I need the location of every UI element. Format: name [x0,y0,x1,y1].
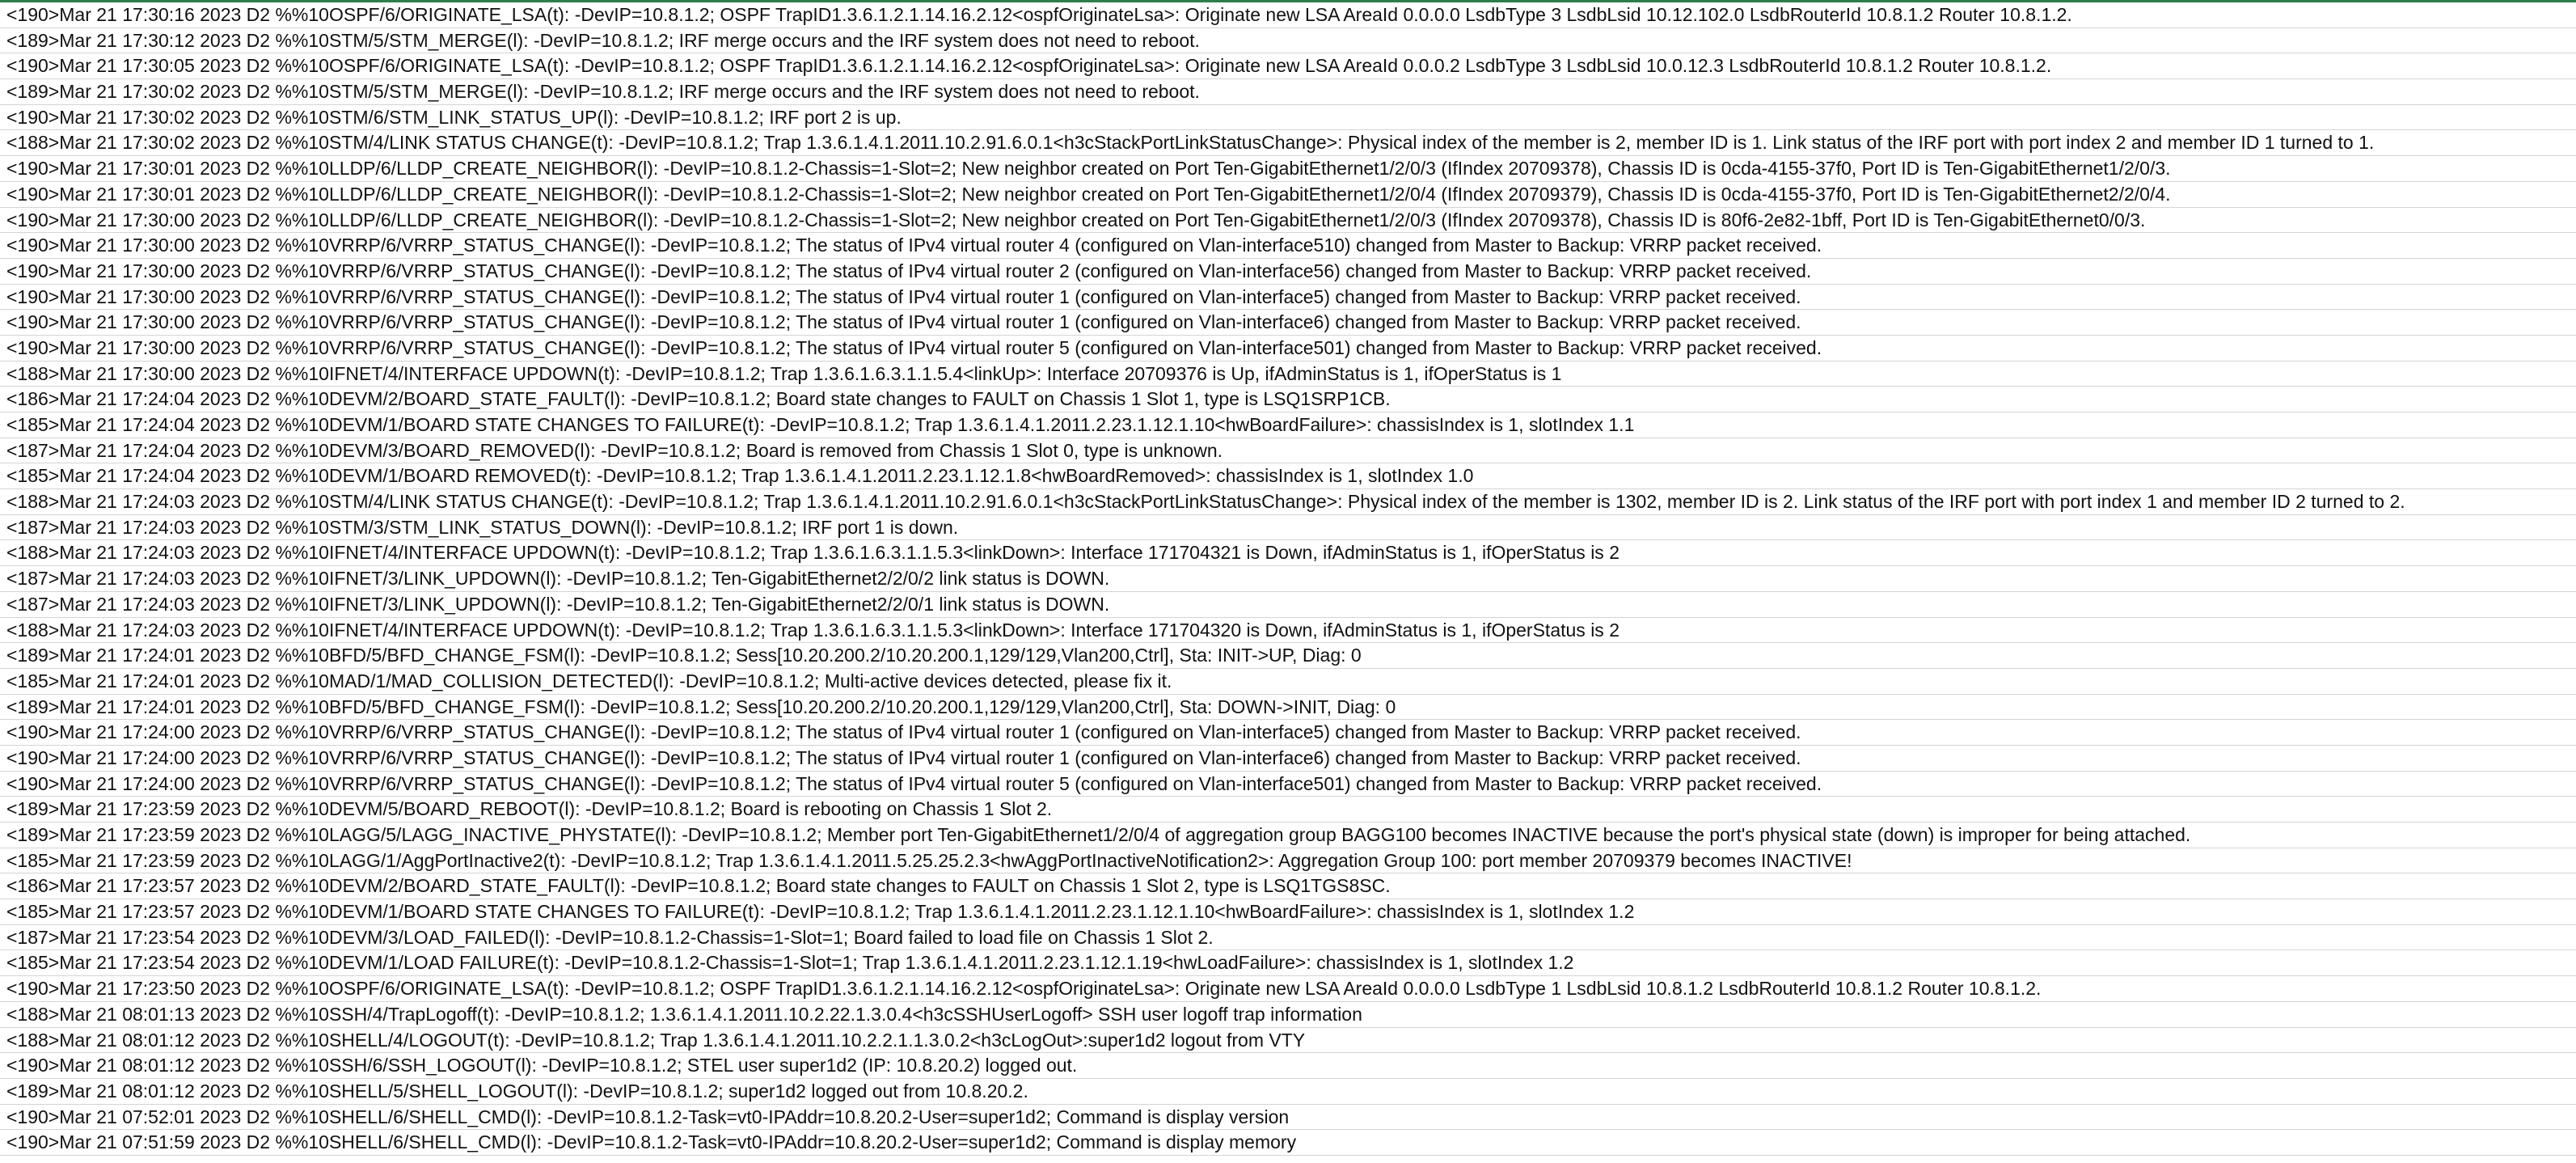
log-row[interactable] [0,772,2576,797]
log-entry-text: <190>Mar 21 08:01:12 2023 D2 %%10SSH/6/SSH_LOGOUT(l): -DevIP=10.8.1.2; STEL user super1d2 (IP: 10.8.20.2) logged out. [6,1055,1078,1076]
log-row[interactable] [0,873,2576,899]
log-entry-text: <188>Mar 21 08:01:13 2023 D2 %%10SSH/4/TrapLogoff(t): -DevIP=10.8.1.2; 1.3.6.1.4.1.2011.10.2.22.1.3.0.4<h3cSSHUserLogoff> SSH user logoff trap information [6,1003,1362,1025]
log-entry-text: <189>Mar 21 08:01:12 2023 D2 %%10SHELL/5/SHELL_LOGOUT(l): -DevIP=10.8.1.2; super1d2 logged out from 10.8.20.2. [6,1080,1028,1102]
log-entry-text: <188>Mar 21 17:24:03 2023 D2 %%10STM/4/LINK STATUS CHANGE(t): -DevIP=10.8.1.2; Trap 1.3.6.1.4.1.2011.10.2.91.6.0.1<h3cStackPortLinkStatusChange>: Physical index of the member is 1302, member ID is 2. Link status of the IRF port with port index 1 and member ID 2 turned to 2. [6,491,2405,513]
log-entry-text: <190>Mar 21 17:30:16 2023 D2 %%10OSPF/6/ORIGINATE_LSA(t): -DevIP=10.8.1.2; OSPF TrapID1.3.6.1.2.1.14.16.2.12<ospfOriginateLsa>: Originate new LSA AreaId 0.0.0.0 LsdbType 3 LsdbLsid 10.12.102.0 LsdbRouterId 10.8.1.2 Router 10.8.1.2. [6,4,2072,25]
log-row[interactable] [0,746,2576,772]
log-entry-text: <190>Mar 21 17:23:50 2023 D2 %%10OSPF/6/ORIGINATE_LSA(t): -DevIP=10.8.1.2; OSPF TrapID1.3.6.1.2.1.14.16.2.12<ospfOriginateLsa>: Originate new LSA AreaId 0.0.0.0 LsdbType 1 LsdbLsid 10.8.1.2 LsdbRouterId 10.8.1.2 Router 10.8.1.2. [6,978,2042,1000]
log-entry-text: <190>Mar 21 17:30:01 2023 D2 %%10LLDP/6/LLDP_CREATE_NEIGHBOR(l): -DevIP=10.8.1.2-Chassis=1-Slot=2; New neighbor created on Port Ten-GigabitEthernet1/2/0/4 (IfIndex 20709379), Chassis ID is 0cda-4155-37f0, Port ID is Ten-GigabitEthernet2/2/0/4. [6,183,2171,205]
log-entry-text: <187>Mar 21 17:24:03 2023 D2 %%10STM/3/STM_LINK_STATUS_DOWN(l): -DevIP=10.8.1.2; IRF port 1 is down. [6,516,959,538]
log-entry-text: <190>Mar 21 17:30:00 2023 D2 %%10LLDP/6/LLDP_CREATE_NEIGHBOR(l): -DevIP=10.8.1.2-Chassis=1-Slot=2; New neighbor created on Port Ten-GigabitEthernet1/2/0/3 (IfIndex 20709378), Chassis ID is 80f6-2e82-1bff, Port ID is Ten-GigabitEthernet0/0/3. [6,209,2146,230]
log-row[interactable] [0,1028,2576,1054]
log-entry-text: <185>Mar 21 17:23:57 2023 D2 %%10DEVM/1/BOARD STATE CHANGES TO FAILURE(t): -DevIP=10.8.1.2; Trap 1.3.6.1.4.1.2011.2.23.1.12.1.10<hwBoardFailure>: chassisIndex is 1, slotIndex 1.2 [6,901,1635,923]
log-entry-text: <187>Mar 21 17:23:54 2023 D2 %%10DEVM/3/LOAD_FAILED(l): -DevIP=10.8.1.2-Chassis=1-Slot=1; Board failed to load file on Chassis 1 Slot 2. [6,926,1214,948]
log-row[interactable] [0,233,2576,259]
log-entry-text: <185>Mar 21 17:24:04 2023 D2 %%10DEVM/1/BOARD REMOVED(t): -DevIP=10.8.1.2; Trap 1.3.6.1.4.1.2011.2.23.1.12.1.8<hwBoardRemoved>: chassisIndex is 1, slotIndex 1.0 [6,465,1474,487]
log-row[interactable] [0,336,2576,362]
log-row[interactable] [0,130,2576,156]
log-row[interactable] [0,285,2576,311]
log-entry-text: <189>Mar 21 17:24:01 2023 D2 %%10BFD/5/BFD_CHANGE_FSM(l): -DevIP=10.8.1.2; Sess[10.20.200.2/10.20.200.1,129/129,Vlan200,Ctrl], Sta: DOWN->INIT, Diag: 0 [6,696,1396,717]
log-row[interactable] [0,79,2576,105]
log-row[interactable] [0,797,2576,823]
log-entry-text: <188>Mar 21 08:01:12 2023 D2 %%10SHELL/4/LOGOUT(t): -DevIP=10.8.1.2; Trap 1.3.6.1.4.1.2011.10.2.2.1.1.3.0.2<h3cLogOut>:super1d2 logout from VTY [6,1029,1306,1051]
log-entry-text: <190>Mar 21 17:30:00 2023 D2 %%10VRRP/6/VRRP_STATUS_CHANGE(l): -DevIP=10.8.1.2; The status of IPv4 virtual router 5 (configured on Vlan-interface501) changed from Master to Backup: VRRP packet received. [6,336,1822,358]
log-row[interactable] [0,643,2576,669]
log-row[interactable] [0,53,2576,79]
log-row[interactable] [0,720,2576,746]
log-entry-text: <189>Mar 21 17:24:01 2023 D2 %%10BFD/5/BFD_CHANGE_FSM(l): -DevIP=10.8.1.2; Sess[10.20.200.2/10.20.200.1,129/129,Vlan200,Ctrl], Sta: INIT->UP, Diag: 0 [6,645,1362,666]
log-row[interactable] [0,438,2576,464]
log-row[interactable] [0,489,2576,515]
log-row[interactable] [0,823,2576,848]
log-row[interactable] [0,362,2576,387]
log-entry-text: <190>Mar 21 17:30:05 2023 D2 %%10OSPF/6/ORIGINATE_LSA(t): -DevIP=10.8.1.2; OSPF TrapID1.3.6.1.2.1.14.16.2.12<ospfOriginateLsa>: Originate new LSA AreaId 0.0.0.2 LsdbType 3 LsdbLsid 10.0.12.3 LsdbRouterId 10.8.1.2 Router 10.8.1.2. [6,55,2052,77]
log-row[interactable] [0,669,2576,695]
log-entry-text: <188>Mar 21 17:24:03 2023 D2 %%10IFNET/4/INTERFACE UPDOWN(t): -DevIP=10.8.1.2; Trap 1.3.6.1.6.3.1.1.5.3<linkDown>: Interface 171704321 is Down, ifAdminStatus is 1, ifOperStatus is 2 [6,542,1620,564]
log-row[interactable] [0,463,2576,489]
log-entry-text: <190>Mar 21 17:30:00 2023 D2 %%10VRRP/6/VRRP_STATUS_CHANGE(l): -DevIP=10.8.1.2; The status of IPv4 virtual router 1 (configured on Vlan-interface6) changed from Master to Backup: VRRP packet received. [6,311,1801,333]
log-entry-text: <185>Mar 21 17:24:01 2023 D2 %%10MAD/1/MAD_COLLISION_DETECTED(l): -DevIP=10.8.1.2; Multi-active devices detected, please fix it. [6,670,1172,691]
log-entry-text: <190>Mar 21 17:30:01 2023 D2 %%10LLDP/6/LLDP_CREATE_NEIGHBOR(l): -DevIP=10.8.1.2-Chassis=1-Slot=2; New neighbor created on Port Ten-GigabitEthernet1/2/0/3 (IfIndex 20709378), Chassis ID is 0cda-4155-37f0, Port ID is Ten-GigabitEthernet1/2/0/3. [6,158,2171,180]
log-entry-text: <189>Mar 21 17:23:59 2023 D2 %%10LAGG/5/LAGG_INACTIVE_PHYSTATE(l): -DevIP=10.8.1.2; Member port Ten-GigabitEthernet1/2/0/4 of aggregation group BAGG100 becomes INACTIVE because the port's physical state (down) is improper for being attached. [6,824,2191,845]
log-row[interactable] [0,618,2576,644]
log-entry-text: <186>Mar 21 17:23:57 2023 D2 %%10DEVM/2/BOARD_STATE_FAULT(l): -DevIP=10.8.1.2; Board state changes to FAULT on Chassis 1 Slot 2, type is LSQ1TGS8SC. [6,875,1391,897]
log-row[interactable] [0,899,2576,925]
log-entry-text: <188>Mar 21 17:30:00 2023 D2 %%10IFNET/4/INTERFACE UPDOWN(t): -DevIP=10.8.1.2; Trap 1.3.6.1.6.3.1.1.5.4<linkUp>: Interface 20709376 is Up, ifAdminStatus is 1, ifOperStatus is 1 [6,362,1562,384]
log-row[interactable] [0,515,2576,541]
log-entry-text: <187>Mar 21 17:24:04 2023 D2 %%10DEVM/3/BOARD_REMOVED(l): -DevIP=10.8.1.2; Board is removed from Chassis 1 Slot 0, type is unknown. [6,439,1223,461]
log-row[interactable] [0,925,2576,951]
log-row[interactable] [0,208,2576,234]
log-row[interactable] [0,540,2576,566]
log-row[interactable] [0,695,2576,721]
log-row[interactable] [0,1079,2576,1105]
log-entry-text: <185>Mar 21 17:23:54 2023 D2 %%10DEVM/1/LOAD FAILURE(t): -DevIP=10.8.1.2-Chassis=1-Slot=1; Trap 1.3.6.1.4.1.2011.2.23.1.12.1.19<hwLoadFailure>: chassisIndex is 1, slotIndex 1.2 [6,952,1574,974]
log-entry-text: <190>Mar 21 17:24:00 2023 D2 %%10VRRP/6/VRRP_STATUS_CHANGE(l): -DevIP=10.8.1.2; The status of IPv4 virtual router 1 (configured on Vlan-interface5) changed from Master to Backup: VRRP packet received. [6,721,1801,743]
log-row[interactable] [0,950,2576,976]
log-entry-text: <189>Mar 21 17:30:02 2023 D2 %%10STM/5/STM_MERGE(l): -DevIP=10.8.1.2; IRF merge occurs and the IRF system does not need to reboot. [6,81,1200,103]
log-row[interactable] [0,387,2576,412]
log-row[interactable] [0,1105,2576,1131]
log-entry-text: <186>Mar 21 17:24:04 2023 D2 %%10DEVM/2/BOARD_STATE_FAULT(l): -DevIP=10.8.1.2; Board state changes to FAULT on Chassis 1 Slot 1, type is LSQ1SRP1CB. [6,388,1391,410]
log-row[interactable] [0,156,2576,182]
log-entry-text: <188>Mar 21 17:24:03 2023 D2 %%10IFNET/4/INTERFACE UPDOWN(t): -DevIP=10.8.1.2; Trap 1.3.6.1.6.3.1.1.5.3<linkDown>: Interface 171704320 is Down, ifAdminStatus is 1, ifOperStatus is 2 [6,619,1620,641]
log-row[interactable] [0,310,2576,336]
log-row[interactable] [0,2,2576,28]
log-entry-text: <188>Mar 21 17:30:02 2023 D2 %%10STM/4/LINK STATUS CHANGE(t): -DevIP=10.8.1.2; Trap 1.3.6.1.4.1.2011.10.2.91.6.0.1<h3cStackPortLinkStatusChange>: Physical index of the member is 2, member ID is 1. Link status of the IRF port with port index 2 and member ID 1 turned to 1. [6,132,2375,154]
log-entry-text: <190>Mar 21 07:52:01 2023 D2 %%10SHELL/6/SHELL_CMD(l): -DevIP=10.8.1.2-Task=vt0-IPAddr=10.8.20.2-User=super1d2; Command is display version [6,1106,1290,1127]
log-row[interactable] [0,1053,2576,1079]
log-row[interactable] [0,1002,2576,1028]
log-row[interactable] [0,592,2576,618]
log-row[interactable] [0,259,2576,285]
log-row[interactable] [0,1130,2576,1156]
log-row[interactable] [0,105,2576,131]
log-entry-text: <190>Mar 21 17:30:00 2023 D2 %%10VRRP/6/VRRP_STATUS_CHANGE(l): -DevIP=10.8.1.2; The status of IPv4 virtual router 2 (configured on Vlan-interface56) changed from Master to Backup: VRRP packet received. [6,260,1812,281]
log-entry-text: <185>Mar 21 17:24:04 2023 D2 %%10DEVM/1/BOARD STATE CHANGES TO FAILURE(t): -DevIP=10.8.1.2; Trap 1.3.6.1.4.1.2011.2.23.1.12.1.10<hwBoardFailure>: chassisIndex is 1, slotIndex 1.1 [6,414,1635,435]
log-entry-text: <190>Mar 21 17:24:00 2023 D2 %%10VRRP/6/VRRP_STATUS_CHANGE(l): -DevIP=10.8.1.2; The status of IPv4 virtual router 5 (configured on Vlan-interface501) changed from Master to Backup: VRRP packet received. [6,772,1822,794]
log-entry-text: <189>Mar 21 17:30:12 2023 D2 %%10STM/5/STM_MERGE(l): -DevIP=10.8.1.2; IRF merge occurs and the IRF system does not need to reboot. [6,29,1200,51]
log-entry-text: <185>Mar 21 17:23:59 2023 D2 %%10LAGG/1/AggPortInactive2(t): -DevIP=10.8.1.2; Trap 1.3.6.1.4.1.2011.5.25.25.2.3<hwAggPortInactiveNotification2>: Aggregation Group 100: port member 20709379 becomes INACTIVE! [6,849,1852,871]
log-row[interactable] [0,28,2576,54]
log-entry-text: <190>Mar 21 17:30:00 2023 D2 %%10VRRP/6/VRRP_STATUS_CHANGE(l): -DevIP=10.8.1.2; The status of IPv4 virtual router 1 (configured on Vlan-interface5) changed from Master to Backup: VRRP packet received. [6,285,1801,307]
log-row[interactable] [0,566,2576,592]
log-row[interactable] [0,848,2576,874]
log-entry-text: <190>Mar 21 07:51:59 2023 D2 %%10SHELL/6/SHELL_CMD(l): -DevIP=10.8.1.2-Task=vt0-IPAddr=10.8.20.2-User=super1d2; Command is display memory [6,1131,1297,1153]
log-entry-text: <189>Mar 21 17:23:59 2023 D2 %%10DEVM/5/BOARD_REBOOT(l): -DevIP=10.8.1.2; Board is rebooting on Chassis 1 Slot 2. [6,798,1053,820]
log-entry-text: <190>Mar 21 17:30:00 2023 D2 %%10VRRP/6/VRRP_STATUS_CHANGE(l): -DevIP=10.8.1.2; The status of IPv4 virtual router 4 (configured on Vlan-interface510) changed from Master to Backup: VRRP packet received. [6,235,1822,256]
log-row[interactable] [0,182,2576,208]
log-entry-text: <187>Mar 21 17:24:03 2023 D2 %%10IFNET/3/LINK_UPDOWN(l): -DevIP=10.8.1.2; Ten-GigabitEthernet2/2/0/2 link status is DOWN. [6,568,1110,590]
log-row[interactable] [0,976,2576,1002]
log-entry-text: <190>Mar 21 17:24:00 2023 D2 %%10VRRP/6/VRRP_STATUS_CHANGE(l): -DevIP=10.8.1.2; The status of IPv4 virtual router 1 (configured on Vlan-interface6) changed from Master to Backup: VRRP packet received. [6,746,1801,768]
log-entry-text: <190>Mar 21 17:30:02 2023 D2 %%10STM/6/STM_LINK_STATUS_UP(l): -DevIP=10.8.1.2; IRF port 2 is up. [6,106,902,128]
log-entry-text: <187>Mar 21 17:24:03 2023 D2 %%10IFNET/3/LINK_UPDOWN(l): -DevIP=10.8.1.2; Ten-GigabitEthernet2/2/0/1 link status is DOWN. [6,593,1110,615]
log-row[interactable] [0,412,2576,438]
